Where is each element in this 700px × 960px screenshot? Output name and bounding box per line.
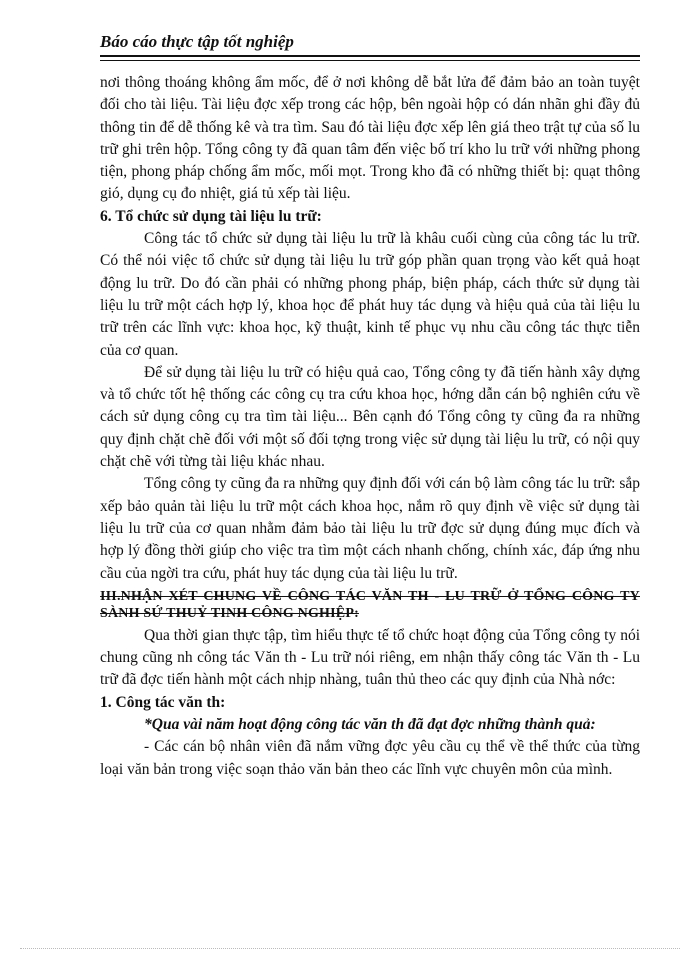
header-divider bbox=[100, 60, 640, 61]
section-heading-iii: III.NHẬN XÉT CHUNG VỀ CÔNG TÁC VĂN TH - LU TRỮ Ở TỔNG CÔNG TY SÀNH SỨ THUỶ TINH CÔNG NGHIỆP: bbox=[100, 588, 640, 621]
paragraph-achievements-intro: *Qua vài năm hoạt động công tác văn th đã đạt đợc những thành quả: bbox=[144, 716, 596, 734]
section-heading-6: 6. Tổ chức sử dụng tài liệu lu trữ: bbox=[100, 207, 322, 225]
paragraph-achievement-1: - Các cán bộ nhân viên đã nắm vững đợc yêu cầu cụ thể về thể thức của từng loại văn bản trong việc soạn thảo văn bản theo các lĩnh vực chuyên môn của mình. bbox=[100, 738, 640, 778]
paragraph-usage-rules: Tổng công ty cũng đa ra những quy định đối với cán bộ làm công tác lu trữ: sắp xếp bảo quản tài liệu lu trữ một cách khoa học, nắm rõ quy định về việc sử dụng tài liệu lu trữ của cơ quan nhằm đảm bảo tài liệu lu trữ đợc sử dụng đúng mục đích và hợp lý đồng thời giúp cho việc tra tìm một cách nhanh chống, chính xác, đáp ứng nhu cầu của ngời tra cứu, phát huy tác dụng của tài liệu lu trữ. bbox=[100, 475, 640, 582]
page-header-title: Báo cáo thực tập tốt nghiệp bbox=[100, 32, 640, 57]
document-body bbox=[100, 72, 640, 781]
paragraph-storage: nơi thông thoáng không ẩm mốc, để ở nơi không dễ bắt lửa để đảm bảo an toàn tuyệt đối cho tài liệu. Tài liệu đợc xếp trong các hộp, bên ngoài hộp có dán nhãn ghi đầy đủ thông tin để dễ thống kê và tra tìm. Sau đó tài liệu đợc xếp lên giá theo trật tự của số lu trữ ghi trên hộp. Tổng công ty đã quan tâm đến việc bố trí kho lu trữ với những phong tiện, phong pháp chống ẩm mốc, mối mọt. Trong kho đã có những thiết bị: quạt thông gió, dụng cụ đo nhiệt, giá tủ xếp tài liệu. bbox=[100, 74, 640, 203]
paragraph-usage-intro: Công tác tổ chức sử dụng tài liệu lu trữ là khâu cuối cùng của công tác lu trữ. Có thể nói việc tổ chức sử dụng tài liệu lu trữ góp phần quan trọng vào kết quả hoạt động lu trữ. Do đó cần phải có những phong pháp, biện pháp, cách thức sử dụng tài liệu lu trữ một cách hợp lý, khoa học để phát huy tác dụng và hiệu quả của tài liệu lu trữ trên các lĩnh vực: khoa học, kỹ thuật, kinh tế phục vụ nhu cầu công tác thực tiễn của cơ quan. bbox=[100, 230, 640, 359]
paragraph-usage-tools: Để sử dụng tài liệu lu trữ có hiệu quả cao, Tổng công ty đã tiến hành xây dựng và tổ chức tốt hệ thống các công cụ tra cứu khoa học, hớng dẫn cán bộ nghiên cứu về cách sử dụng công cụ tra tìm tài liệu... Bên cạnh đó Tổng công ty cũng đa ra những quy định chặt chẽ đối với một số đối tợng trong việc sử dụng tài liệu lu trữ, có nội quy chặt chẽ với từng tài liệu khác nhau. bbox=[100, 363, 640, 471]
paragraph-general-remarks: Qua thời gian thực tập, tìm hiểu thực tế tổ chức hoạt động của Tổng công ty nói chung cũng nh công tác Văn th - Lu trữ nói riêng, em nhận thấy công tác Văn th - Lu trữ đã đợc tiến hành một cách nhịp nhàng, tuân thủ theo các quy định của Nhà nớc: bbox=[100, 626, 640, 689]
page-footer-divider bbox=[20, 948, 680, 949]
subsection-heading-1: 1. Công tác văn th: bbox=[100, 693, 226, 711]
